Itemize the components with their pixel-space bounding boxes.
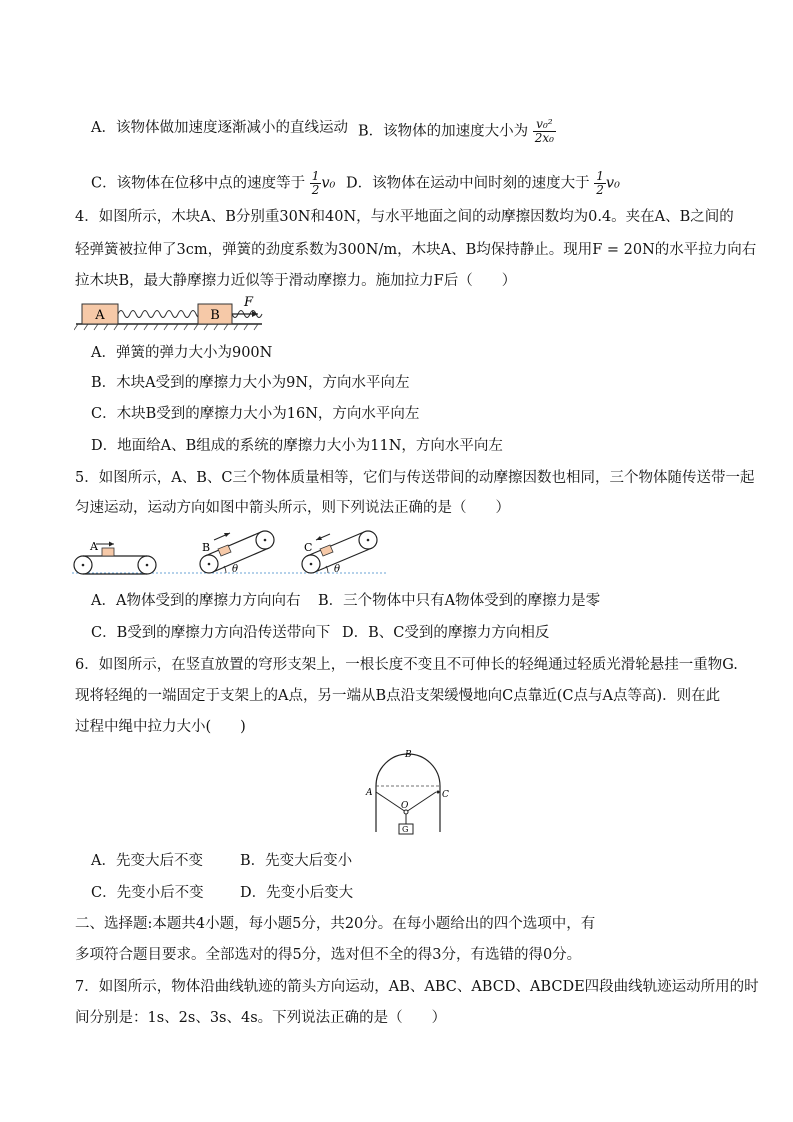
q6-stem-line3: 过程中绳中拉力大小( ) xyxy=(75,719,246,735)
belt-b-label: B xyxy=(202,541,211,554)
q4-option-d: D．地面给A、B组成的系统的摩擦力大小为11N，方向水平向左 xyxy=(91,438,503,454)
fraction-numerator: v₀² xyxy=(533,118,556,132)
point-b-label: B xyxy=(405,750,412,760)
q3-option-d-text: D．该物体在运动中间时刻的速度大于 xyxy=(346,175,590,192)
q4-stem-line2: 轻弹簧被拉伸了3cm，弹簧的劲度系数为300N/m，木块A、B均保持静止。现用F = 20N的水平拉力向右 xyxy=(75,242,757,258)
q6-option-a: A．先变大后不变 xyxy=(91,853,203,869)
point-a-label: A xyxy=(366,788,373,798)
belt-a xyxy=(74,542,156,575)
fraction-numerator: 1 xyxy=(596,169,604,183)
q4-stem-line1: 4．如图所示，木块A、B分别重30N和40N，与水平地面之间的动摩擦因数均为0.4。夹在A、B之间的 xyxy=(75,209,734,225)
q3-option-c xyxy=(91,170,335,197)
q3-option-c-text: C．该物体在位移中点的速度等于 xyxy=(91,175,306,192)
point-o-label: O xyxy=(401,801,409,811)
q4-option-a: A．弹簧的弹力大小为900N xyxy=(91,345,273,361)
fraction-denominator: 2 xyxy=(596,183,604,197)
q3-option-a: A．该物体做加速度逐渐减小的直线运动 xyxy=(91,120,348,136)
q3-option-b xyxy=(358,118,556,145)
belt-a-label: A xyxy=(90,540,98,553)
q3-option-b-text: B．该物体的加速度大小为 xyxy=(358,123,529,140)
q5-option-a: A．A物体受到的摩擦力方向向右 xyxy=(91,593,301,609)
q3-option-d-fraction xyxy=(594,170,606,197)
section2-heading-line1: 二、选择题:本题共4小题，每小题5分，共20分。在每小题给出的四个选项中，有 xyxy=(75,916,596,932)
q5-stem-line1: 5．如图所示，A、B、C三个物体质量相等，它们与传送带间的动摩擦因数也相同，三个物体随传送带一起 xyxy=(75,470,755,486)
q6-stem-line1: 6．如图所示，在竖直放置的穹形支架上，一根长度不变且不可伸长的轻绳通过轻质光滑轮悬挂一重物G. xyxy=(75,657,738,673)
point-c-label: C xyxy=(442,790,449,800)
belt-c-label: C xyxy=(304,541,313,554)
q4-option-b: B．木块A受到的摩擦力大小为9N，方向水平向左 xyxy=(91,375,410,391)
q6-stem-line2: 现将轻绳的一端固定于支架上的A点，另一端从B点沿支架缓慢地向C点靠近(C点与A点等高)．则在此 xyxy=(75,688,721,704)
q6-option-b: B．先变大后变小 xyxy=(240,853,353,869)
arch-frame xyxy=(376,754,440,832)
q4-spring-figure xyxy=(74,294,274,334)
q3-option-b-fraction xyxy=(533,118,556,145)
q5-option-c: C．B受到的摩擦力方向沿传送带向下 xyxy=(91,625,331,641)
q5-stem-line2: 匀速运动，运动方向如图中箭头所示，则下列说法正确的是（ ） xyxy=(75,500,510,516)
rope-right xyxy=(406,792,436,812)
q7-stem-line1: 7．如图所示，物体沿曲线轨迹的箭头方向运动，AB、ABC、ABCD、ABCDE四段曲线轨迹运动所用的时 xyxy=(75,979,759,995)
q6-option-d: D．先变小后变大 xyxy=(240,885,354,901)
weight-g-label: G xyxy=(402,825,409,834)
q3-option-c-var: v₀ xyxy=(321,175,336,192)
belt-b-angle: θ xyxy=(232,564,239,575)
fraction-numerator: 1 xyxy=(311,169,320,183)
q3-option-d-var: v₀ xyxy=(605,175,620,192)
block-b-label: B xyxy=(210,308,220,323)
q3-option-c-fraction xyxy=(310,170,322,197)
q4-stem-line3: 拉木块B，最大静摩擦力近似等于滑动摩擦力。施加拉力F后（ ） xyxy=(75,273,517,289)
q5-option-b: B．三个物体中只有A物体受到的摩擦力是零 xyxy=(318,593,601,609)
q3-option-d xyxy=(346,170,620,197)
belt-c-angle: θ xyxy=(334,564,341,575)
fraction-denominator: 2 xyxy=(311,183,320,197)
block-a-label: A xyxy=(95,308,105,323)
q7-stem-line2: 间分别是：1s、2s、3s、4s。下列说法正确的是（ ） xyxy=(75,1010,447,1026)
q4-option-c: C．木块B受到的摩擦力大小为16N，方向水平向左 xyxy=(91,406,420,422)
section2-heading-line2: 多项符合题目要求。全部选对的得5分，选对但不全的得3分，有选错的得0分。 xyxy=(75,947,582,963)
q5-conveyor-figure xyxy=(68,526,390,580)
q5-option-d: D．B、C受到的摩擦力方向相反 xyxy=(342,625,550,641)
q6-option-c: C．先变小后不变 xyxy=(91,885,204,901)
fraction-denominator: 2x₀ xyxy=(534,131,554,145)
force-label: F xyxy=(244,295,254,310)
q6-frame-figure xyxy=(362,748,452,838)
